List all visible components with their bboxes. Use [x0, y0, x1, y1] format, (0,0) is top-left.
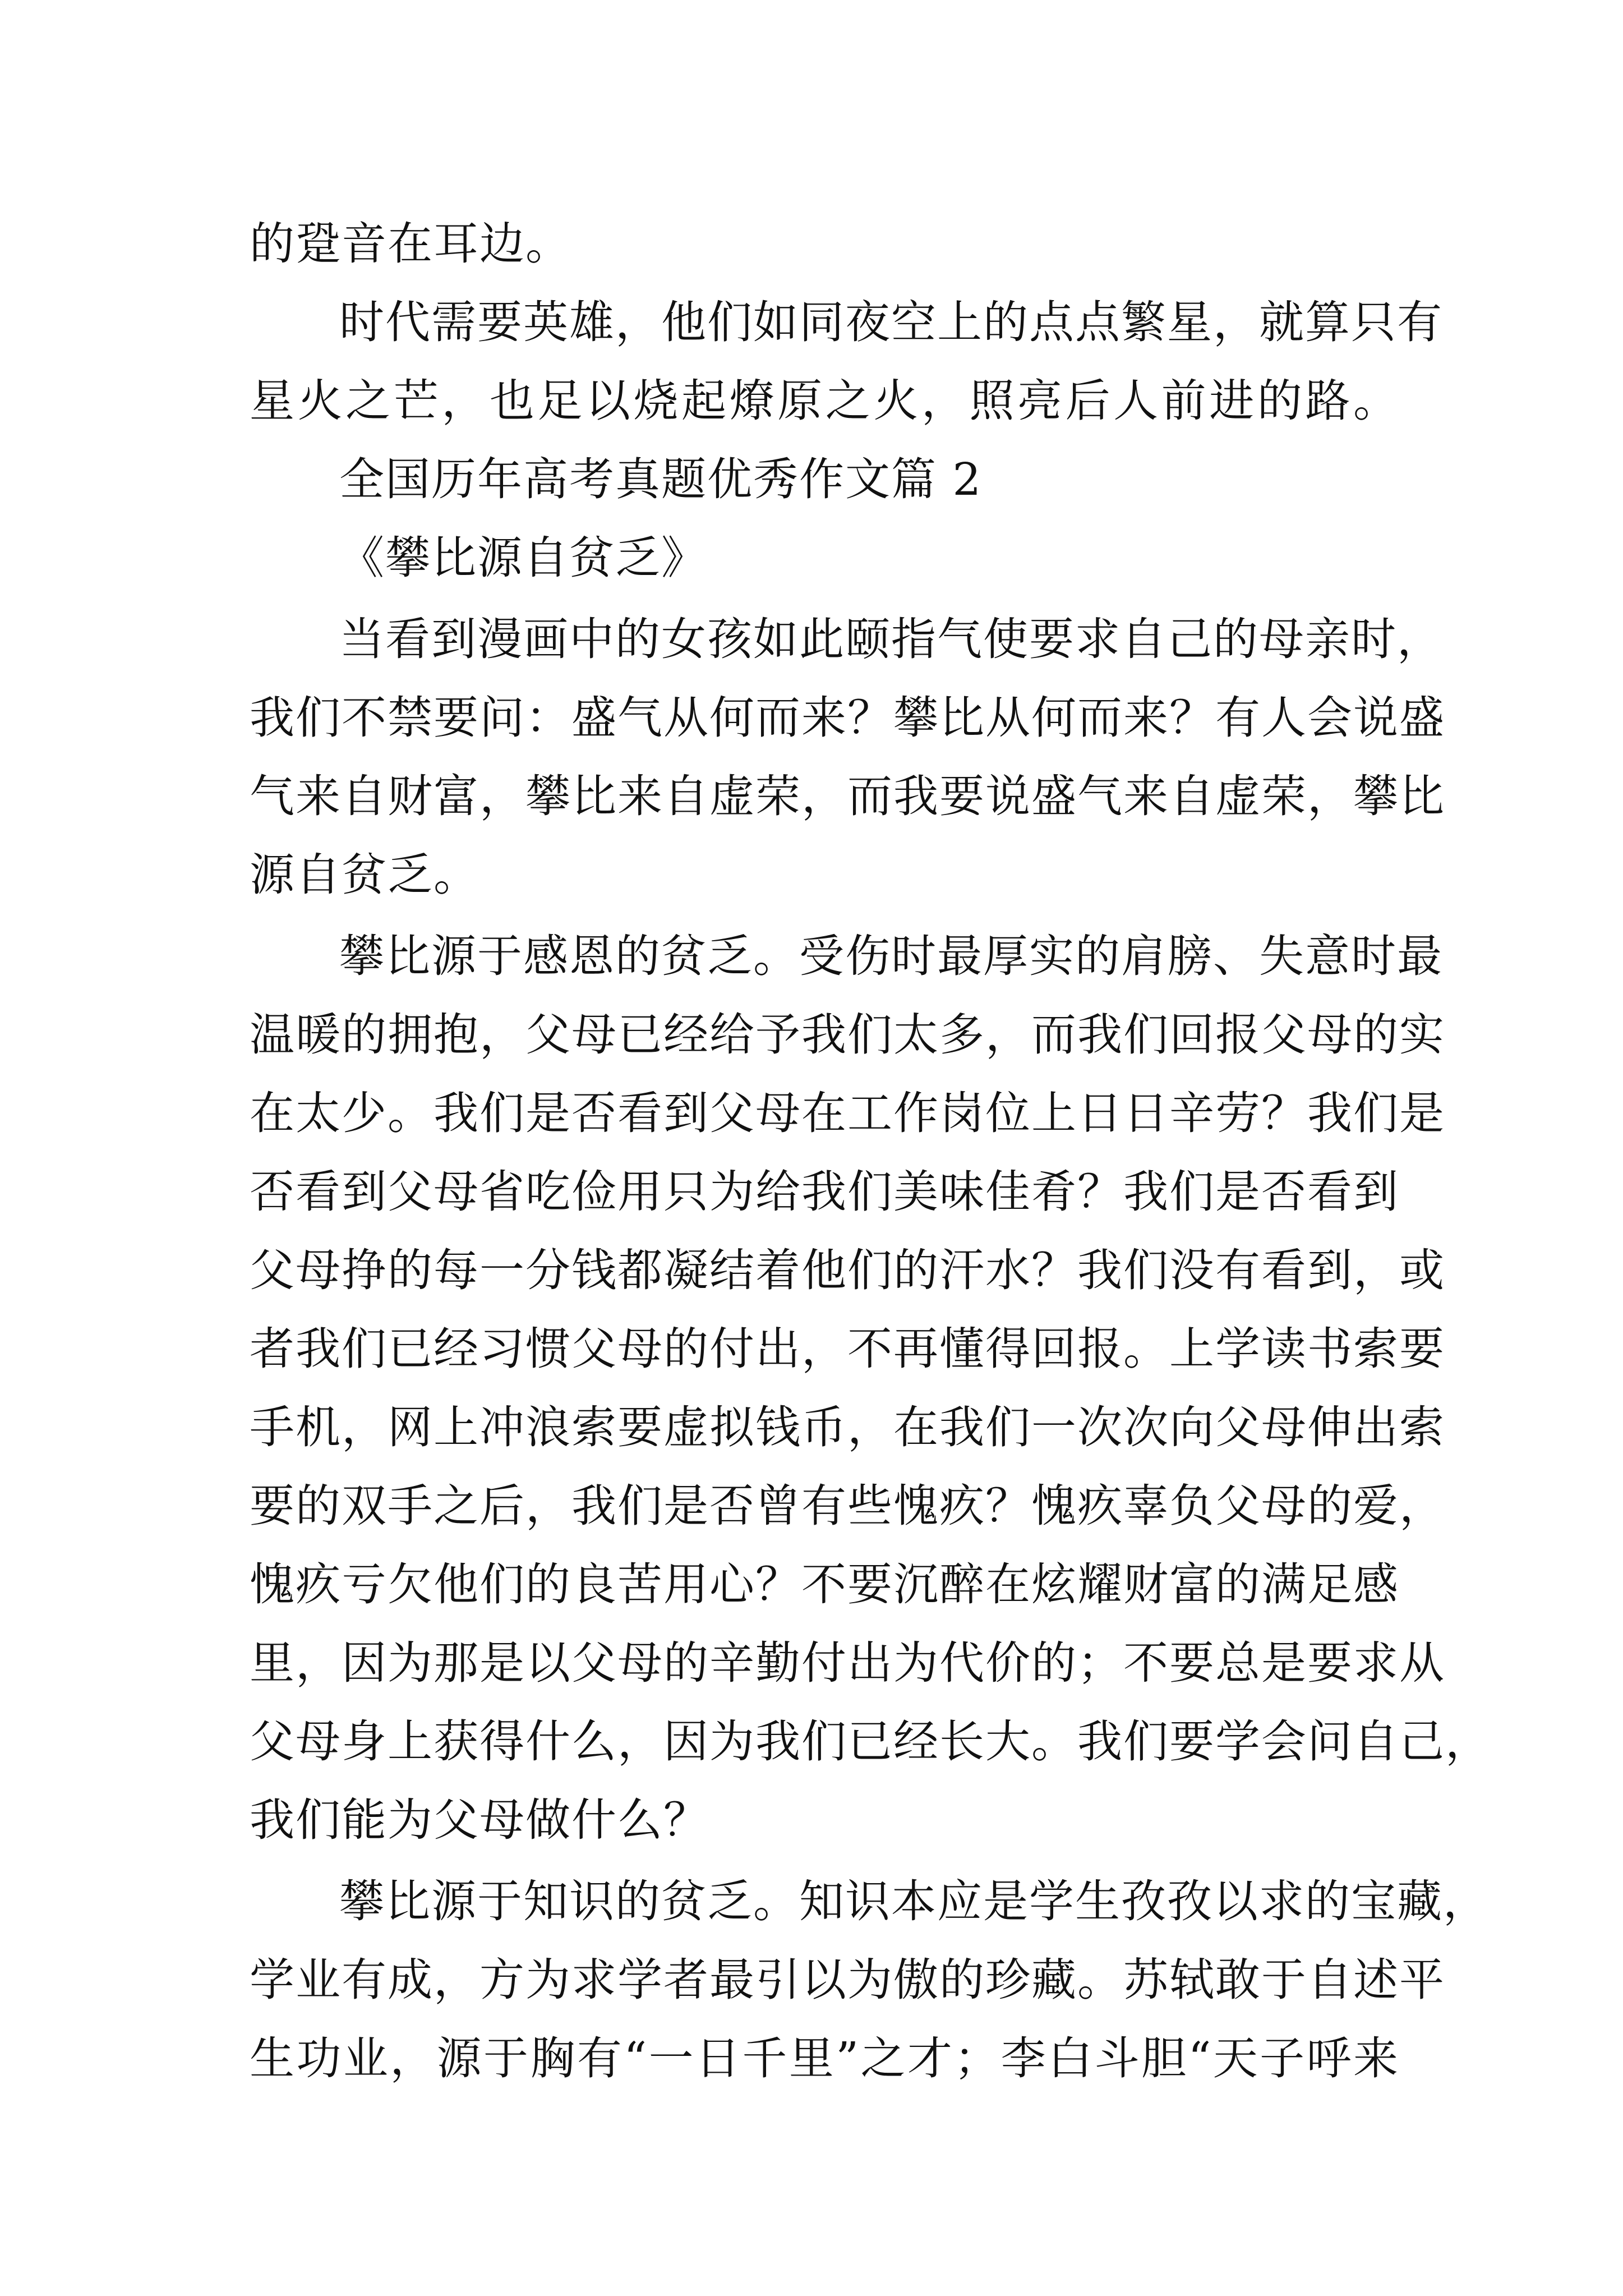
text-line-20: 父母身上获得什么，因为我们已经长大。我们要学会问自己，	[250, 1715, 1491, 1768]
text-line-6: 当看到漫画中的女孩如此颐指气使要求自己的母亲时，	[339, 613, 1443, 665]
text-line-2: 时代需要英雄，他们如同夜空上的点点繁星，就算只有	[339, 296, 1443, 348]
text-line-10: 攀比源于感恩的贫乏。受伤时最厚实的肩膀、失意时最	[339, 930, 1443, 982]
text-line-22: 攀比源于知识的贫乏。知识本应是学生孜孜以求的宝藏，	[339, 1875, 1489, 1927]
section-title: 全国历年高考真题优秀作文篇 2	[339, 453, 983, 505]
text-line-8: 气来自财富，攀比来自虚荣，而我要说盛气来自虚荣，攀比	[250, 770, 1445, 822]
text-line-21: 我们能为父母做什么？	[250, 1794, 709, 1846]
text-line-9: 源自贫乏。	[250, 849, 479, 901]
text-line-11: 温暖的拥抱，父母已经给予我们太多，而我们回报父母的实	[250, 1009, 1445, 1061]
text-line-1: 的跫音在耳边。	[250, 218, 571, 270]
text-line-24: 生功业，源于胸有“一日千里”之才；李白斗胆“天子呼来	[250, 2032, 1399, 2085]
text-line-18: 愧疚亏欠他们的良苦用心？不要沉醉在炫耀财富的满足感	[250, 1558, 1399, 1611]
text-line-12: 在太少。我们是否看到父母在工作岗位上日日辛劳？我们是	[250, 1087, 1445, 1139]
text-line-14: 父母挣的每一分钱都凝结着他们的汗水？我们没有看到，或	[250, 1244, 1445, 1296]
text-line-13: 否看到父母省吃俭用只为给我们美味佳肴？我们是否看到	[250, 1166, 1399, 1218]
text-line-15: 者我们已经习惯父母的付出，不再懂得回报。上学读书索要	[250, 1323, 1445, 1375]
text-line-23: 学业有成，方为求学者最引以为傲的珍藏。苏轼敢于自述平	[250, 1954, 1445, 2006]
text-line-7: 我们不禁要问：盛气从何而来？攀比从何而来？有人会说盛	[250, 692, 1445, 744]
text-line-16: 手机，网上冲浪索要虚拟钱币，在我们一次次向父母伸出索	[250, 1401, 1445, 1453]
text-line-3: 星火之芒，也足以烧起燎原之火，照亮后人前进的路。	[250, 375, 1399, 427]
text-line-19: 里，因为那是以父母的辛勤付出为代价的；不要总是要求从	[250, 1637, 1445, 1689]
text-line-17: 要的双手之后，我们是否曾有些愧疚？愧疚辜负父母的爱，	[250, 1480, 1445, 1532]
essay-title: 《攀比源自贫乏》	[339, 532, 707, 584]
